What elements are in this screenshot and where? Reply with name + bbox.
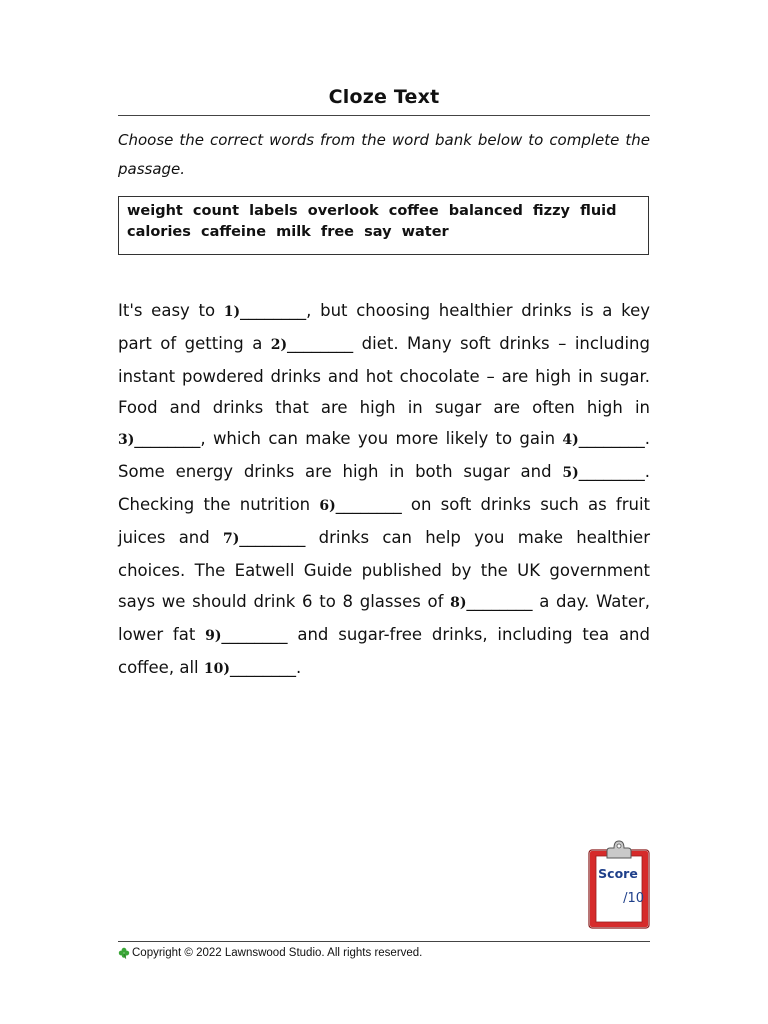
passage-text: a day. Water, lower fat — [118, 592, 650, 644]
blank-number: 2) — [270, 337, 288, 353]
word-bank-item: milk — [276, 224, 311, 240]
blank-number: 8) — [450, 595, 467, 611]
passage-text: , which can make you more likely to gain — [200, 429, 563, 448]
blank-number: 5) — [562, 465, 579, 481]
page-title: Cloze Text — [328, 86, 440, 108]
passage-text: . — [295, 658, 302, 677]
title-divider — [118, 115, 650, 116]
footer — [118, 947, 650, 959]
blank-1[interactable] — [224, 301, 306, 320]
blank-line: ________ — [578, 429, 645, 448]
blank-6[interactable] — [319, 495, 401, 514]
blank-line: ________ — [229, 658, 296, 677]
score-label: Score — [598, 866, 638, 881]
blank-line: ________ — [287, 334, 354, 353]
copyright-text: Copyright © 2022 Lawnswood Studio. All rights reserved. — [132, 947, 423, 959]
instructions: Choose the correct words from the word bank below to complete the passage. — [118, 131, 650, 178]
word-bank-item: coffee — [388, 203, 439, 219]
word-bank-item: overlook — [307, 203, 379, 219]
blank-number: 9) — [205, 628, 222, 644]
blank-line: ________ — [221, 625, 288, 644]
blank-number: 1) — [223, 304, 241, 320]
word-bank-item: labels — [249, 203, 298, 219]
word-bank-item: caffeine — [200, 224, 267, 240]
word-bank-item: fizzy — [532, 203, 571, 219]
passage-text: on soft drinks such as fruit juices and — [118, 495, 650, 547]
passage-text: and sugar-free drinks, including tea and coffee, all — [118, 625, 650, 677]
blank-number: 6) — [319, 498, 336, 514]
footer-divider — [118, 941, 650, 942]
word-bank-item: weight — [127, 203, 183, 219]
blank-3[interactable] — [118, 429, 200, 448]
blank-9[interactable] — [205, 625, 287, 644]
word-bank-item: fluid — [580, 203, 617, 219]
blank-number: 7) — [223, 531, 240, 547]
passage-text: drinks can help you make healthier choices. The Eatwell Guide published by the UK government says we should drink 6 to 8 glasses of — [118, 528, 650, 611]
score-total: /10 — [623, 891, 644, 906]
blank-line: ________ — [578, 462, 645, 481]
cloze-passage — [118, 295, 650, 685]
blank-number: 10) — [203, 661, 230, 677]
passage-text: It's easy to — [118, 301, 224, 320]
blank-10[interactable] — [204, 658, 296, 677]
blank-line: ________ — [466, 592, 533, 611]
clover-icon — [118, 947, 130, 959]
passage-text: . Checking the nutrition — [118, 462, 650, 514]
word-bank-item: calories — [127, 224, 191, 240]
blank-8[interactable] — [450, 592, 532, 611]
word-bank — [118, 196, 649, 255]
passage-text: diet. Many soft drinks – including instant powdered drinks and hot chocolate – are high in sugar. Food and drinks that are high in sugar are often high in — [118, 334, 650, 417]
blank-number: 3) — [118, 432, 135, 448]
word-bank-item: water — [401, 224, 449, 240]
blank-number: 4) — [562, 432, 579, 448]
word-bank-item: say — [364, 224, 392, 240]
blank-line: ________ — [134, 429, 201, 448]
blank-5[interactable] — [562, 462, 644, 481]
blank-line: ________ — [239, 528, 306, 547]
passage-text: , but choosing healthier drinks is a key part of getting a — [118, 301, 650, 353]
passage-text: . Some energy drinks are high in both sugar and — [118, 429, 650, 481]
word-bank-item: free — [320, 224, 355, 240]
blank-7[interactable] — [223, 528, 305, 547]
blank-2[interactable] — [271, 334, 353, 353]
word-bank-item: count — [192, 203, 240, 219]
clipboard-icon — [587, 838, 651, 930]
blank-4[interactable] — [562, 429, 644, 448]
word-bank-item: balanced — [448, 203, 523, 219]
blank-line: ________ — [240, 301, 307, 320]
blank-line: ________ — [335, 495, 402, 514]
